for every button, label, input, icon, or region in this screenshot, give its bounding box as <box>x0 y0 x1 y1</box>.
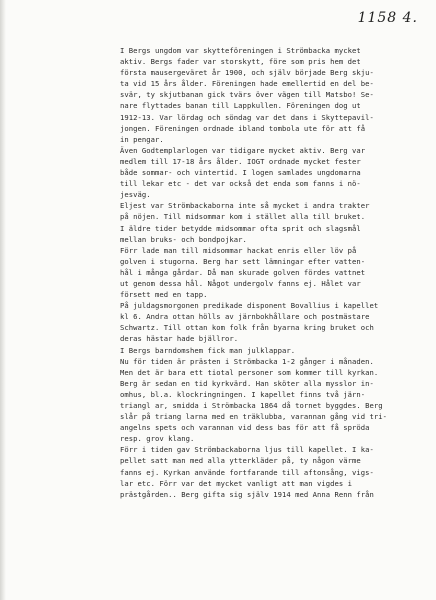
text-line: Men det är bara ett tiotal personer som kommer till kyrkan. <box>120 367 379 377</box>
text-line: omhus, bl.a. klockringningen. I kapellet finns två järn- <box>120 389 366 399</box>
text-line: 1912-13. Var lördag och söndag var det dans i Skyttepavil- <box>120 112 374 122</box>
text-line: kl 6. Andra ottan hölls av järnbokhållare och postmästare <box>120 312 370 322</box>
text-line: resp. grov klang. <box>120 434 195 444</box>
text-line: aktiv. Bergs fader var storskytt, före som pris hem det <box>120 57 361 67</box>
text-line: ut genom dessa hål. Något undergolv fanns ej. Hålet var <box>120 278 361 288</box>
text-line: golven i stugorna. Berg har sett lämningar efter vatten- <box>120 256 366 266</box>
text-line: fanns ej. Kyrkan använde fortfarande till aftonsång, vigs- <box>120 467 374 477</box>
text-line: Nu för tiden är prästen i Strömbacka 1-2 gånger i månaden. <box>120 356 374 366</box>
text-line: på nöjen. Till midsommar kom i stället alla till bruket. <box>120 212 366 222</box>
text-line: slår på triang larna med en träklubba, varannan gång vid tri- <box>120 412 388 422</box>
text-line: nare flyttades banan till Lappkullen. Föreningen dog ut <box>120 101 361 111</box>
text-line: lar etc. Förr var det mycket vanligt att man vigdes i <box>120 478 352 488</box>
text-line: mellan bruks- och bondpojkar. <box>120 234 247 244</box>
typed-text-body <box>120 45 420 500</box>
text-line: hål i många gårdar. Då man skurade golven fördes vattnet <box>120 267 366 277</box>
text-line: prästgården.. Berg gifta sig själv 1914 med Anna Renn från <box>120 489 374 499</box>
text-line: Eljest var Strömbackaborna inte så mycket i andra trakter <box>120 201 370 211</box>
text-line: jesväg. <box>120 190 151 200</box>
text-line: I äldre tider betydde midsommar ofta sprit och slagsmål <box>120 223 361 233</box>
text-line: Även Godtemplarlogen var tidigare mycket aktiv. Berg var <box>120 145 366 155</box>
text-line: På juldagsmorgonen predikade disponent Bovallius i kapellet <box>120 301 379 311</box>
text-line: försett med en tapp. <box>120 290 208 300</box>
text-line: triangl ar, smidda i Strömbacka 1864 då tornet byggdes. Berg <box>120 401 383 410</box>
text-line: deras hästar hade bjällror. <box>120 334 239 344</box>
page-edge-shadow <box>0 0 6 600</box>
text-line: angelns spets och varannan vid dess bas för att få spröda <box>120 423 370 433</box>
text-line: jongen. Föreningen ordnade ibland tombola ute för att få <box>120 123 366 133</box>
text-line: ta vid 15 års ålder. Föreningen hade emellertid en del be- <box>120 79 374 89</box>
text-line: första mausergeväret år 1900, och själv började Berg skju- <box>120 68 374 78</box>
text-line: svär, ty skjutbanan gick tvärs över vägen till Matsbo! Se- <box>120 90 374 100</box>
text-line: in pengar. <box>120 134 164 144</box>
text-line: till lekar etc - det var också det enda som fanns i nö- <box>120 179 361 189</box>
text-line: pellet satt man med alla ytterkläder på, ty någon värme <box>120 456 361 466</box>
text-line: Berg är sedan en tid kyrkvärd. Han sköter alla mysslor in- <box>120 378 374 388</box>
text-line: Schwartz. Till ottan kom folk från byarna kring bruket och <box>120 323 374 333</box>
text-line: både sommar- och vintertid. I logen samlades ungdomarna <box>120 168 361 178</box>
text-line: Förr lade man till midsommar hackat enris eller löv på <box>120 245 357 255</box>
text-line: I Bergs ungdom var skytteföreningen i Strömbacka mycket <box>120 46 361 55</box>
text-line: I Bergs barndomshem fick man julklappar. <box>120 345 296 355</box>
text-line: medlem till 17-18 års ålder. IOGT ordnade mycket fester <box>120 156 361 166</box>
page-number: 1158 4. <box>357 10 418 26</box>
text-line: Förr i tiden gav Strömbackaborna ljus till kapellet. I ka- <box>120 445 374 455</box>
